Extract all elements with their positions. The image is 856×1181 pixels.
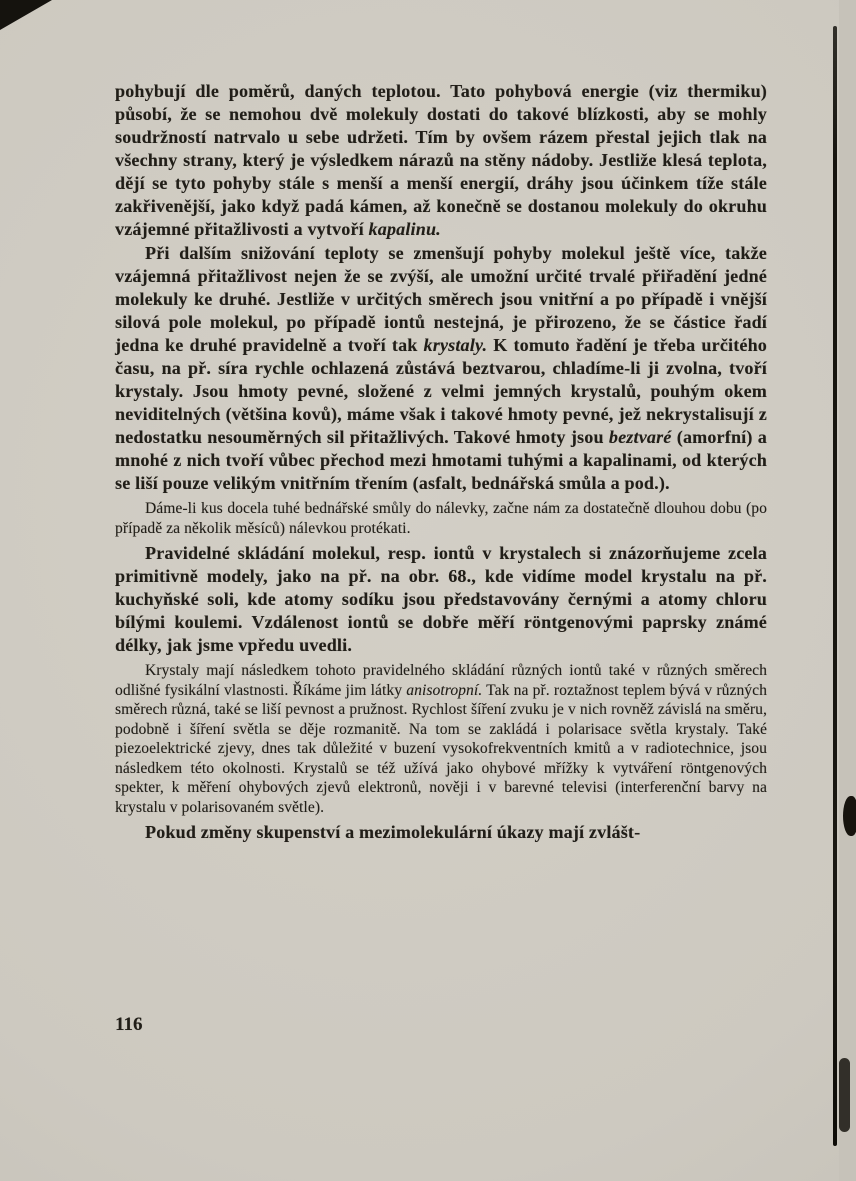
paragraph <box>115 542 767 657</box>
paragraph <box>115 821 767 844</box>
text-run: Krystaly mají následkem tohoto pravidelného skládání různých iontů také v různých směrech odlišné fysikální vlastnosti. Říkáme jim látky <box>115 662 767 699</box>
paragraph-small-print <box>115 499 767 538</box>
text-run-italic: krystaly. <box>423 335 488 355</box>
text-run: K tomuto řadění je třeba určitého času, na př. síra rychle ochlazená zůstává beztvarou, chladíme-li ji zvolna, tvoří krystaly. Jsou hmoty pevné, složené z velmi jemných krystalů, pouhým okem neviditelných (většina kovů), máme však i takové hmoty pevné, jež nekrystalisují z nedostatku nesouměrných sil přitažlivých. Takové hmoty jsou <box>115 335 768 447</box>
text-run-italic: anisotropní. <box>406 681 483 699</box>
text-run: (amorfní) a mnohé z nich tvoří vůbec přechod mezi hmotami tuhými a kapalinami, od kterých se liší pouze velikým vnitřním třením (asfalt, bednářská smůla a pod.). <box>115 427 767 493</box>
text-run: Při dalším snižování teploty se zmenšují pohyby molekul ještě více, takže vzájemná přitažlivost nejen že se zvýší, ale umožní určité trvalé přiřadění jedné molekuly ke druhé. Jestliže v určitých směrech jsou vnitřní a po případě i vnější silová pole molekul, po případě iontů nestejná, je přirozeno, že se částice řadí jedna ke druhé pravidelně a tvoří tak <box>115 243 767 355</box>
page-content <box>115 80 767 845</box>
edge-ink-smudge <box>839 1058 850 1132</box>
text-run: Pravidelné skládání molekul, resp. iontů v krystalech si znázorňujeme zcela primitivně modely, jako na př. na obr. 68., kde vidíme model krystalu na př. kuchyňské soli, kde atomy sodíku jsou představovány černými a atomy chloru bílými koulemi. Vzdálenost iontů se dobře měří röntgenovými paprsky známé délky, jak jsme vpředu uvedli. <box>115 543 767 655</box>
text-run: pohybují dle poměrů, daných teplotou. Tato pohybová energie (viz thermiku) působí, že se nemohou dvě molekuly dostati do takové blízkosti, aby se mohly soudržností natrvalo u sebe udržeti. Tím by ovšem rázem přestal jejich tlak na všechny strany, který je výsledkem nárazů na stěny nádoby. Jestliže klesá teplota, dějí se tyto pohyby stále s menší a menší energií, dráhy jsou účinkem tíže stále zakřivenější, jako když padá kámen, až konečně se dostanou molekuly do okruhu vzájemné přitažlivosti a vytvoří <box>115 81 767 239</box>
paragraph-small-print <box>115 661 767 817</box>
paragraph <box>115 242 767 495</box>
page-number: 116 <box>115 1014 143 1035</box>
binding-shadow-line <box>833 26 837 1146</box>
edge-ink-smudge <box>843 796 856 836</box>
text-run: Tak na př. roztažnost teplem bývá v různých směrech různá, také se liší pevnost a pružnost. Rychlost šíření zvuku je v nich rovněž závislá na směru, podobně i šíření světla se děje rozmanitě. Na tom se zakládá i polarisace světla krystaly. Také piezoelektrické zjevy, dnes tak důležité v buzení vysokofrekventních kmitů a v radiotechnice, jsou následkem této okolnosti. Krystalů se též užívá jako ohybové mřížky k vytváření röntgenových spekter, k měření ohybových zjevů elektronů, nověji i v barevné televisi (interferenční barvy na krystalu v polarisovaném světle). <box>115 681 767 816</box>
corner-scan-mark <box>0 0 52 30</box>
text-run: Pokud změny skupenství a mezimolekulární úkazy mají zvlášt- <box>145 822 641 842</box>
text-run: Dáme-li kus docela tuhé bednářské smůly do nálevky, začne nám za dostatečně dlouhou dobu (po případě za několik měsíců) nálevkou protékati. <box>115 500 767 537</box>
page-edge-strip <box>839 0 856 1181</box>
text-run-italic: beztvaré <box>608 427 672 447</box>
text-run-italic: kapalinu. <box>368 219 441 239</box>
paragraph <box>115 80 767 241</box>
